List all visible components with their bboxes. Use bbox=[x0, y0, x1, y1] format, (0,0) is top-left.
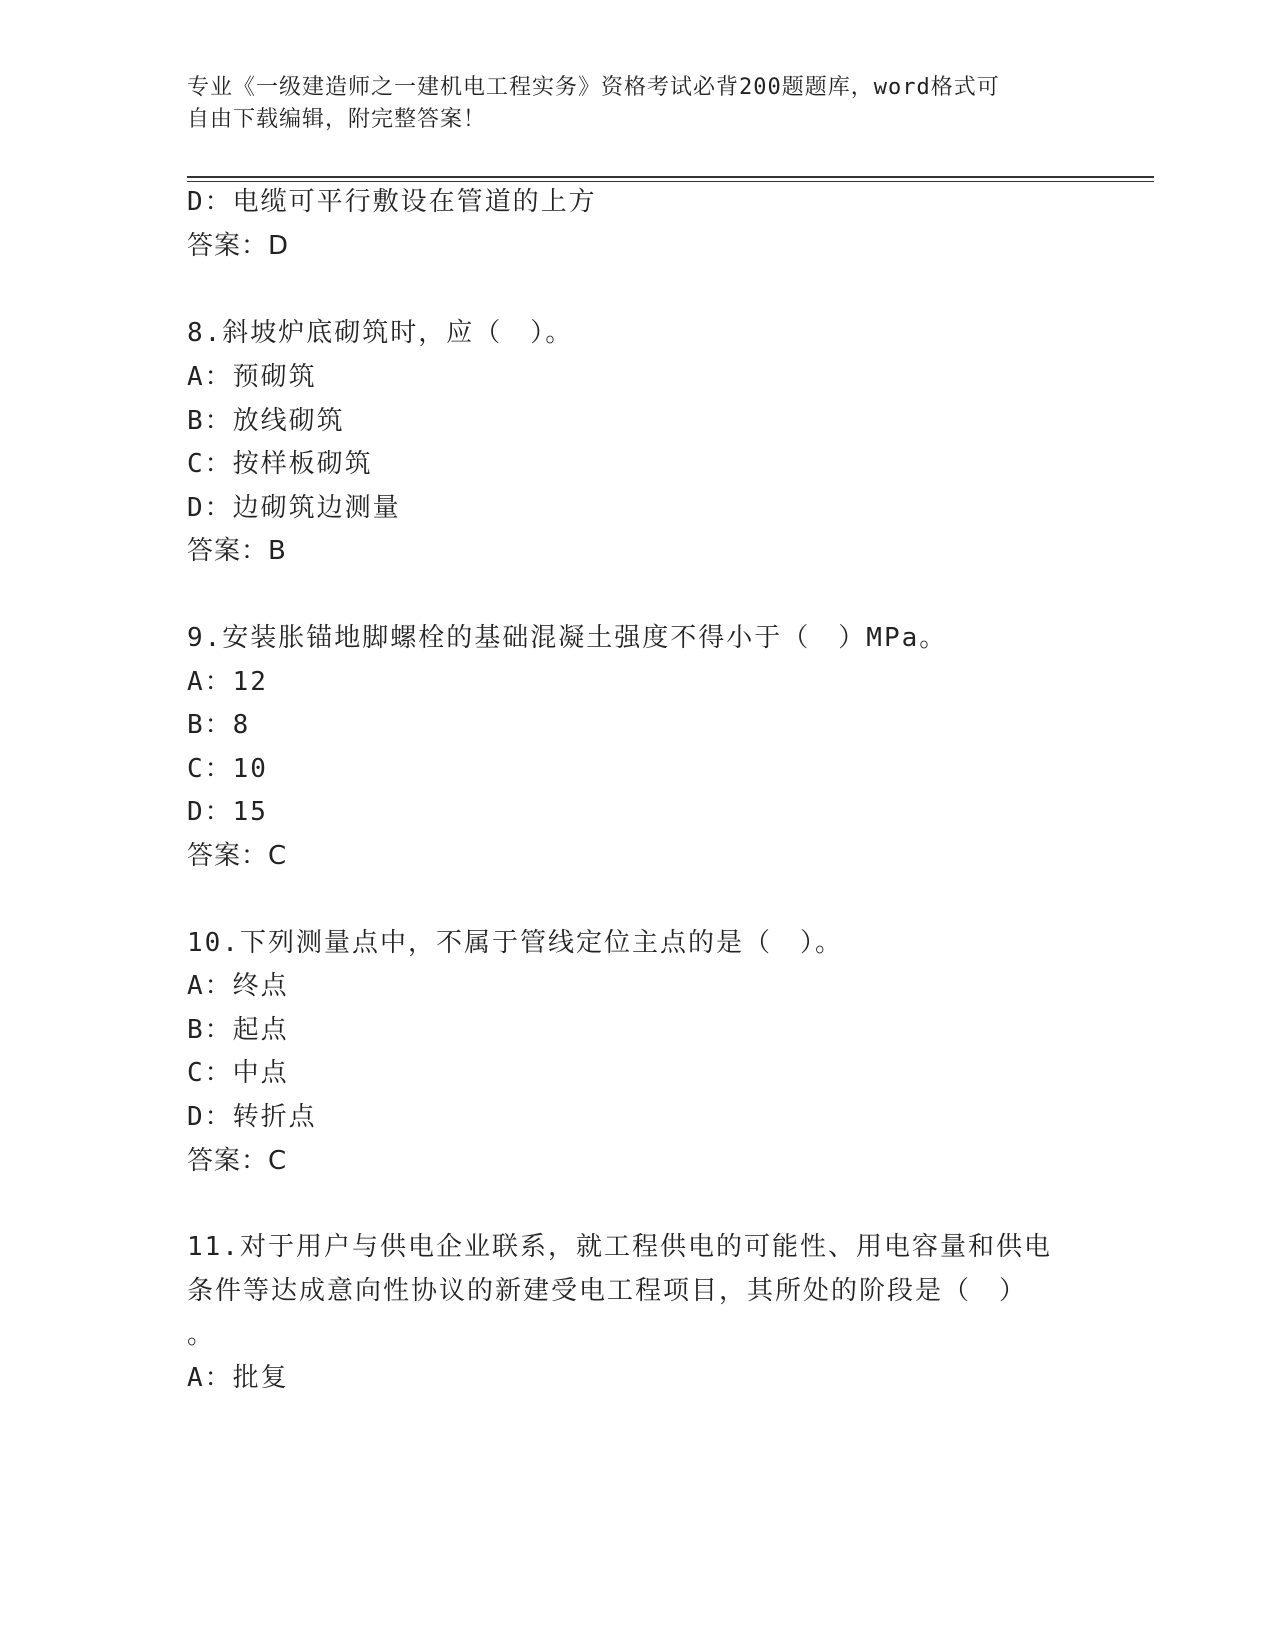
q10-option-c: C：中点 bbox=[187, 1058, 289, 1088]
q9-option-d: D：15 bbox=[187, 797, 268, 827]
q9-option-c: C：10 bbox=[187, 754, 268, 784]
q10-option-a: A：终点 bbox=[187, 971, 289, 1001]
q11-option-a: A：批复 bbox=[187, 1363, 289, 1393]
q8-option-c: C：按样板砌筑 bbox=[187, 449, 373, 479]
header-divider-thick bbox=[187, 176, 1154, 178]
header-line-2: 自由下载编辑，附完整答案！ bbox=[187, 107, 487, 132]
q8-option-b: B：放线砌筑 bbox=[187, 406, 345, 436]
q11-question-line-1: 11.对于用户与供电企业联系，就工程供电的可能性、用电容量和供电 bbox=[187, 1232, 1052, 1262]
document-header bbox=[187, 72, 1067, 136]
q10-answer: 答案：C bbox=[187, 1146, 288, 1176]
q9-answer: 答案：C bbox=[187, 841, 288, 871]
q10-question: 10.下列测量点中，不属于管线定位主点的是（ ）。 bbox=[187, 928, 843, 958]
header-divider-thin bbox=[187, 181, 1154, 182]
q8-option-d: D：边砌筑边测量 bbox=[187, 493, 401, 523]
q9-question: 9.安装胀锚地脚螺栓的基础混凝土强度不得小于（ ）MPa。 bbox=[187, 623, 948, 653]
q11-question-line-2: 条件等达成意向性协议的新建受电工程项目，其所处的阶段是（ ） bbox=[187, 1276, 1028, 1306]
q7-answer: 答案：D bbox=[187, 231, 290, 261]
header-line-1: 专业《一级建造师之一建机电工程实务》资格考试必背200题题库，word格式可 bbox=[187, 75, 1000, 100]
q10-option-d: D：转折点 bbox=[187, 1102, 317, 1132]
q9-option-a: A：12 bbox=[187, 667, 268, 697]
q11-question-line-3: 。 bbox=[187, 1320, 216, 1350]
q8-question: 8.斜坡炉底砌筑时，应（ ）。 bbox=[187, 318, 574, 348]
q8-answer: 答案：B bbox=[187, 536, 287, 566]
q7-option-d: D：电缆可平行敷设在管道的上方 bbox=[187, 187, 597, 217]
q9-option-b: B：8 bbox=[187, 710, 251, 740]
q10-option-b: B：起点 bbox=[187, 1015, 289, 1045]
q8-option-a: A：预砌筑 bbox=[187, 362, 317, 392]
